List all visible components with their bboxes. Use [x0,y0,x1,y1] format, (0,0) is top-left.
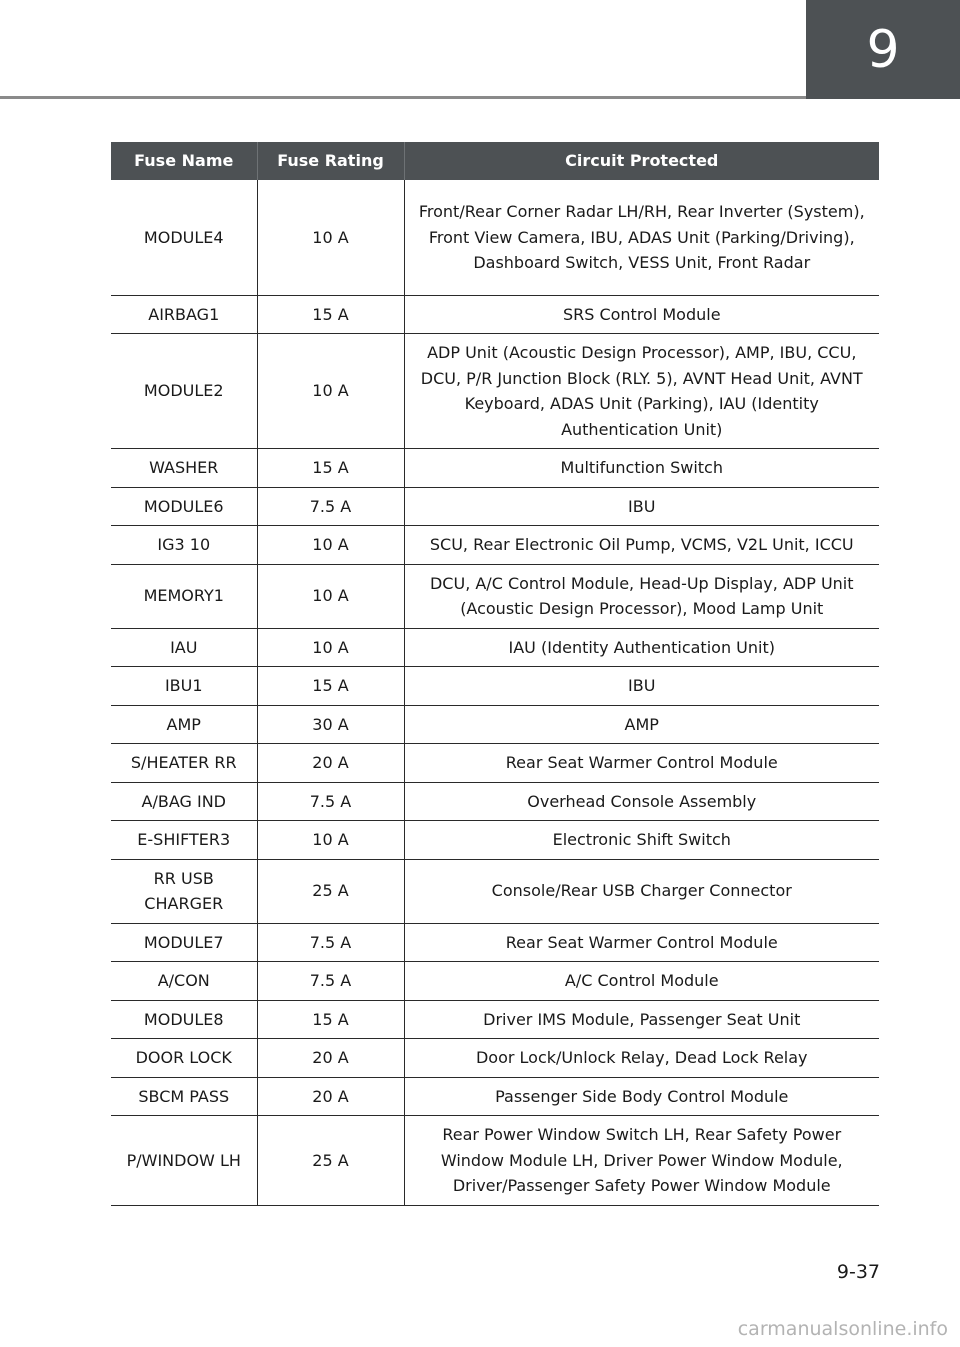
fuse-name-cell: MODULE6 [111,487,257,526]
table-row [111,923,879,962]
fuse-name-cell: AMP [111,705,257,744]
circuit-protected-cell: Electronic Shift Switch [404,821,879,860]
fuse-name-cell: MEMORY1 [111,564,257,628]
fuse-rating-cell: 25 A [257,859,404,923]
circuit-protected-cell: Rear Seat Warmer Control Module [404,923,879,962]
fuse-rating-cell: 20 A [257,744,404,783]
table-row [111,180,879,295]
circuit-protected-cell: AMP [404,705,879,744]
table-row [111,334,879,449]
page-number: 9-37 [836,1261,880,1283]
fuse-rating-cell: 20 A [257,1077,404,1116]
circuit-protected-cell: IAU (Identity Authentication Unit) [404,628,879,667]
circuit-protected-cell: Console/Rear USB Charger Connector [404,859,879,923]
fuse-name-cell: S/HEATER RR [111,744,257,783]
table-row [111,744,879,783]
circuit-protected-cell: Multifunction Switch [404,449,879,488]
header-rule [0,96,806,99]
fuse-name-cell: IG3 10 [111,526,257,565]
fuse-name-cell: IBU1 [111,667,257,706]
fuse-rating-cell: 7.5 A [257,782,404,821]
circuit-protected-cell: Overhead Console Assembly [404,782,879,821]
circuit-protected-cell: IBU [404,667,879,706]
table-row [111,859,879,923]
fuse-name-cell: MODULE7 [111,923,257,962]
table-row [111,526,879,565]
fuse-name-cell: SBCM PASS [111,1077,257,1116]
fuse-rating-cell: 25 A [257,1116,404,1206]
fuse-name-cell: AIRBAG1 [111,295,257,334]
circuit-protected-cell: Passenger Side Body Control Module [404,1077,879,1116]
fuse-rating-cell: 7.5 A [257,923,404,962]
chapter-number: 9 [866,19,900,80]
circuit-protected-cell: A/C Control Module [404,962,879,1001]
table-row [111,628,879,667]
circuit-protected-cell: SRS Control Module [404,295,879,334]
table-row [111,1000,879,1039]
fuse-name-cell: A/CON [111,962,257,1001]
table-header-row [111,142,879,180]
watermark: carmanualsonline.info [737,1318,948,1340]
fuse-rating-cell: 15 A [257,295,404,334]
table-row [111,667,879,706]
table-row [111,295,879,334]
circuit-protected-cell: ADP Unit (Acoustic Design Processor), AMP, IBU, CCU, DCU, P/R Junction Block (RLY. 5), AVNT Head Unit, AVNT Keyboard, ADAS Unit (Parking), IAU (Identity Authentication Unit) [404,334,879,449]
circuit-protected-cell: Driver IMS Module, Passenger Seat Unit [404,1000,879,1039]
circuit-protected-cell: Door Lock/Unlock Relay, Dead Lock Relay [404,1039,879,1078]
fuse-rating-cell: 15 A [257,449,404,488]
table-row [111,705,879,744]
fuse-rating-cell: 7.5 A [257,487,404,526]
header-fuse-rating: Fuse Rating [257,142,404,180]
fuse-name-cell: DOOR LOCK [111,1039,257,1078]
fuse-rating-cell: 10 A [257,180,404,295]
table-row [111,487,879,526]
fuse-rating-cell: 15 A [257,1000,404,1039]
table-row [111,1077,879,1116]
circuit-protected-cell: Front/Rear Corner Radar LH/RH, Rear Inverter (System), Front View Camera, IBU, ADAS Unit (Parking/Driving), Dashboard Switch, VESS Unit, Front Radar [404,180,879,295]
table-row [111,564,879,628]
fuse-rating-cell: 20 A [257,1039,404,1078]
fuse-name-cell: E-SHIFTER3 [111,821,257,860]
fuse-rating-cell: 30 A [257,705,404,744]
header-circuit-protected: Circuit Protected [404,142,879,180]
fuse-rating-cell: 15 A [257,667,404,706]
fuse-name-cell: RR USB CHARGER [111,859,257,923]
fuse-table [111,142,879,1206]
fuse-name-cell: WASHER [111,449,257,488]
circuit-protected-cell: SCU, Rear Electronic Oil Pump, VCMS, V2L Unit, ICCU [404,526,879,565]
fuse-name-cell: MODULE4 [111,180,257,295]
table-row [111,962,879,1001]
circuit-protected-cell: Rear Power Window Switch LH, Rear Safety Power Window Module LH, Driver Power Window Module, Driver/Passenger Safety Power Window Module [404,1116,879,1206]
circuit-protected-cell: IBU [404,487,879,526]
chapter-tab [806,0,960,99]
fuse-rating-cell: 7.5 A [257,962,404,1001]
table-row [111,1116,879,1206]
header-fuse-name: Fuse Name [111,142,257,180]
table-row [111,449,879,488]
table-row [111,821,879,860]
fuse-rating-cell: 10 A [257,821,404,860]
fuse-rating-cell: 10 A [257,628,404,667]
circuit-protected-cell: Rear Seat Warmer Control Module [404,744,879,783]
table-row [111,782,879,821]
fuse-name-cell: A/BAG IND [111,782,257,821]
fuse-rating-cell: 10 A [257,564,404,628]
table-row [111,1039,879,1078]
fuse-rating-cell: 10 A [257,526,404,565]
fuse-rating-cell: 10 A [257,334,404,449]
fuse-name-cell: IAU [111,628,257,667]
fuse-name-cell: MODULE8 [111,1000,257,1039]
circuit-protected-cell: DCU, A/C Control Module, Head-Up Display, ADP Unit (Acoustic Design Processor), Mood Lamp Unit [404,564,879,628]
fuse-name-cell: P/WINDOW LH [111,1116,257,1206]
fuse-name-cell: MODULE2 [111,334,257,449]
